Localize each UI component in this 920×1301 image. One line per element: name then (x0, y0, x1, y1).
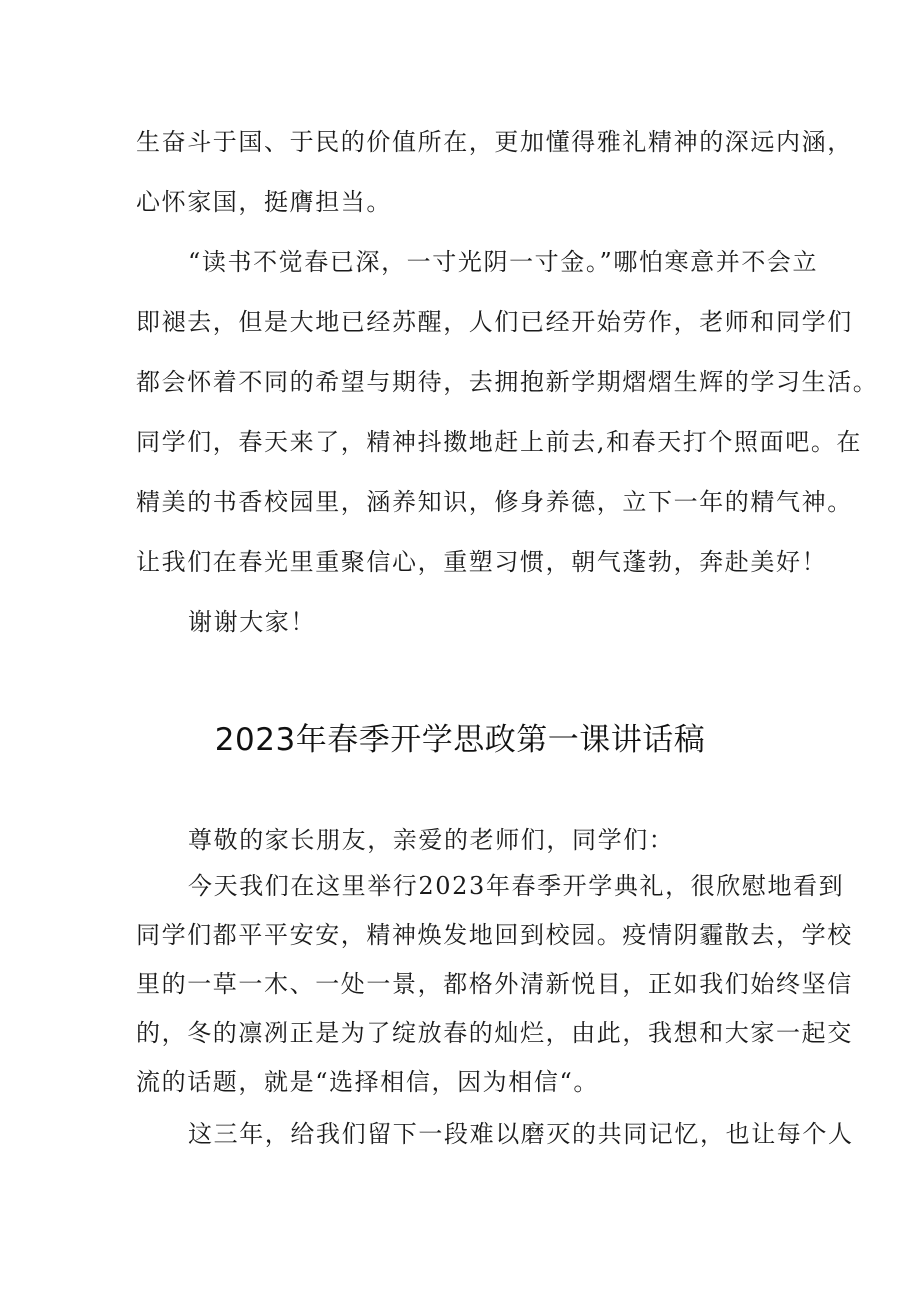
document-title: 2023年春季开学思政第一课讲话稿 (214, 722, 706, 758)
paragraph-line: 里的一草一木、一处一景，都格外清新悦目，正如我们始终坚信 (136, 970, 853, 998)
paragraph-line: 心怀家国，挺膺担当。 (136, 188, 392, 216)
paragraph-line: 的，冬的凛冽正是为了绽放春的灿烂，由此，我想和大家一起交 (136, 1019, 853, 1047)
paragraph-line: 今天我们在这里举行2023年春季开学典礼，很欣慰地看到 (188, 872, 845, 900)
paragraph-line: 让我们在春光里重聚信心，重塑习惯，朝气蓬勃，奔赴美好！ (136, 548, 828, 576)
paragraph-line: “读书不觉春已深，一寸光阴一寸金。”哪怕寒意并不会立 (188, 248, 819, 276)
closing-line: 谢谢大家！ (188, 608, 316, 636)
paragraph-line: 流的话题，就是“选择相信，因为相信“。 (136, 1068, 599, 1096)
salutation-line: 尊敬的家长朋友，亲爱的老师们，同学们： (188, 826, 675, 854)
paragraph-line: 生奋斗于国、于民的价值所在，更加懂得雅礼精神的深远内涵， (136, 128, 853, 156)
paragraph-line: 都会怀着不同的希望与期待，去拥抱新学期熠熠生辉的学习生活。 (136, 368, 879, 396)
paragraph-line: 同学们，春天来了，精神抖擞地赶上前去,和春天打个照面吧。在 (136, 428, 863, 456)
paragraph-line: 这三年，给我们留下一段难以磨灭的共同记忆，也让每个人 (188, 1120, 854, 1148)
paragraph-line: 即褪去，但是大地已经苏醒，人们已经开始劳作，老师和同学们 (136, 308, 853, 336)
paragraph-line: 同学们都平平安安，精神焕发地回到校园。疫情阴霾散去，学校 (136, 921, 853, 949)
paragraph-line: 精美的书香校园里，涵养知识，修身养德，立下一年的精气神。 (136, 488, 853, 516)
